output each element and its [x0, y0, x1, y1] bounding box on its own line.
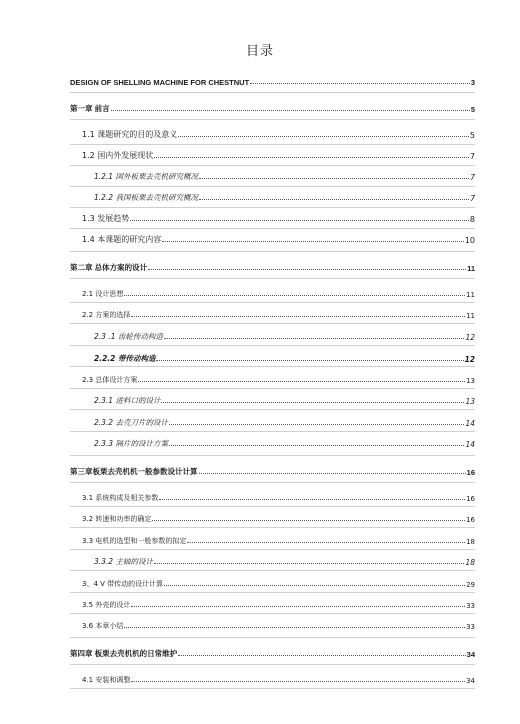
toc-entry-page: 7 [470, 173, 475, 182]
toc-entry-text: 3.3.2 主轴的设计 [94, 557, 153, 566]
toc-entry-page: 12 [465, 333, 475, 342]
divider [70, 409, 475, 410]
toc-leader-dots [130, 219, 469, 221]
divider [70, 455, 475, 456]
toc-leader-dots [169, 423, 464, 425]
toc-leader-dots [178, 654, 466, 656]
toc-entry[interactable] [70, 645, 475, 659]
toc-entry-page: 18 [466, 538, 475, 546]
divider [70, 207, 475, 208]
toc-leader-dots [111, 109, 470, 111]
toc-leader-dots [131, 605, 465, 607]
toc-entry-page: 18 [465, 558, 475, 567]
toc-entry[interactable] [82, 285, 475, 299]
toc-entry-page: 11 [466, 291, 475, 299]
toc-entry-page: 14 [465, 440, 475, 449]
divider [70, 165, 475, 166]
toc-entry[interactable] [82, 596, 475, 610]
divider [70, 144, 475, 145]
divider [70, 664, 475, 665]
toc-entry[interactable] [70, 100, 475, 114]
toc-leader-dots [169, 444, 464, 446]
divider [70, 549, 475, 550]
toc-entry-text: 1.2.1 国外板栗去壳机研究概况 [94, 172, 198, 181]
toc-entry[interactable] [70, 463, 475, 477]
toc-entry-page: 34 [466, 677, 475, 685]
toc-entry[interactable] [82, 617, 475, 631]
toc-entry[interactable] [82, 306, 475, 320]
toc-leader-dots [250, 82, 470, 84]
toc-entry-page: 13 [466, 377, 475, 385]
toc-entry-page: 14 [465, 419, 475, 428]
divider [70, 186, 475, 187]
divider [70, 613, 475, 614]
divider [70, 570, 475, 571]
toc-entry-page: 29 [466, 581, 475, 589]
toc-entry-text: 2.3 .1 齿轮传动构造 [94, 332, 163, 341]
toc-entry-text: 第一章 前言 [70, 104, 110, 113]
toc-entry[interactable] [94, 392, 475, 406]
divider [70, 302, 475, 303]
toc-title: 目录 [245, 44, 274, 59]
toc-entry-text: 3、4 V 带传动的设计计算 [82, 580, 164, 588]
toc-entry-text: 3.1 系统构成及相关参数 [82, 494, 159, 502]
toc-entry-page: 34 [466, 650, 475, 659]
toc-entry-text: 2.1 设计思想 [82, 290, 124, 298]
divider [70, 119, 475, 120]
toc-entry[interactable] [94, 189, 475, 203]
divider [70, 251, 475, 252]
toc-entry-page: 11 [467, 264, 475, 273]
toc-entry-page: 16 [466, 495, 475, 503]
divider [70, 688, 475, 689]
toc-entry[interactable] [94, 414, 475, 428]
toc-entry-text: 2.2 方案的选择 [82, 311, 131, 319]
toc-entry-text: 2.3.2 去壳刀片的设计 [94, 418, 168, 427]
toc-entry-text: 1.4 本课题的研究内容 [82, 235, 162, 244]
toc-leader-dots [159, 498, 465, 500]
toc-entry[interactable] [82, 510, 475, 524]
toc-entry[interactable] [94, 553, 475, 567]
toc-entry-text: 3.5 外壳的设计 [82, 601, 131, 609]
toc-entry-page: 11 [466, 312, 475, 320]
toc-entry-text: 1.1 课题研究的目的及意义 [82, 130, 178, 139]
divider [70, 323, 475, 324]
toc-entry-page: 33 [466, 623, 475, 631]
divider [70, 637, 475, 638]
toc-entry[interactable] [82, 231, 475, 245]
toc-entry-text: 第二章 总体方案的设计 [70, 263, 148, 272]
toc-entry-page: 3 [470, 78, 475, 87]
toc-entry-page: 8 [469, 215, 475, 224]
toc-leader-dots [164, 337, 465, 339]
toc-entry-page: 5 [470, 105, 475, 114]
toc-leader-dots [148, 268, 466, 270]
toc-entry[interactable] [82, 126, 475, 140]
toc-entry-page: 12 [464, 355, 475, 364]
toc-leader-dots [152, 519, 465, 521]
divider [70, 431, 475, 432]
divider [70, 366, 475, 367]
toc-leader-dots [199, 198, 469, 200]
toc-entry[interactable] [94, 328, 475, 342]
divider [70, 92, 475, 93]
toc-entry-text: 1.3 发展趋势 [82, 214, 130, 223]
toc-entry-text: DESIGN OF SHELLING MACHINE FOR CHESTNUT [70, 78, 250, 87]
toc-entry[interactable] [82, 147, 475, 161]
toc-entry-page: 7 [469, 152, 475, 161]
divider [70, 527, 475, 528]
toc-leader-dots [138, 380, 465, 382]
toc-entry[interactable] [82, 532, 475, 546]
toc-entry-text: 第三章板栗去壳机机一般参数设计计算 [70, 467, 198, 476]
toc-entry[interactable] [82, 575, 475, 589]
divider [70, 278, 475, 279]
toc-entry[interactable] [70, 73, 475, 87]
divider [70, 388, 475, 389]
toc-entry-page: 10 [464, 236, 475, 245]
toc-entry[interactable] [82, 371, 475, 385]
toc-entry-text: 第四章 板栗去壳机机的日常维护 [70, 649, 178, 658]
divider [70, 592, 475, 593]
toc-leader-dots [199, 177, 469, 179]
toc-leader-dots [164, 584, 465, 586]
toc-entry-page: 13 [465, 397, 475, 406]
toc-entry-text: 2.3.1 进料口的设计 [94, 396, 161, 405]
toc-entry-text: 2.3 总体设计方案 [82, 376, 138, 384]
toc-leader-dots [199, 472, 466, 474]
toc-entry-text: 1.2.2 我国板栗去壳机研究概况 [94, 193, 198, 202]
toc-entry-text: 1.2 国内外发展现状 [82, 151, 154, 160]
toc-leader-dots [131, 680, 465, 682]
toc-entry-text: 3.2 转速和功率的确定 [82, 515, 152, 523]
toc-entry-page: 16 [466, 516, 475, 524]
toc-entry[interactable] [94, 350, 475, 364]
toc-entry[interactable] [82, 671, 475, 685]
divider [70, 345, 475, 346]
toc-entry-text: 3.3 电机的选型和一般参数的拟定 [82, 537, 187, 545]
toc-entry-text: 4.1 安装和调整 [82, 676, 131, 684]
toc-entry-text: 2.3.3 隔片的设计方案 [94, 439, 168, 448]
divider [70, 482, 475, 483]
toc-entry[interactable] [82, 210, 475, 224]
divider [70, 228, 475, 229]
toc-leader-dots [156, 359, 463, 361]
toc-entry-text: 2.2.2 带传动构造 [94, 354, 156, 363]
toc-leader-dots [131, 315, 465, 317]
toc-leader-dots [154, 562, 464, 564]
toc-entry-page: 7 [470, 194, 475, 203]
toc-leader-dots [154, 156, 469, 158]
toc-leader-dots [124, 626, 465, 628]
toc-leader-dots [124, 294, 465, 296]
toc-entry-text: 3.6 本章小结 [82, 622, 124, 630]
toc-entry[interactable] [82, 489, 475, 503]
toc-leader-dots [178, 135, 469, 137]
toc-entry-page: 5 [469, 131, 475, 140]
toc-leader-dots [187, 541, 465, 543]
toc-entry-page: 16 [466, 468, 475, 477]
toc-entry[interactable] [70, 259, 475, 273]
toc-leader-dots [161, 401, 464, 403]
toc-entry[interactable] [94, 435, 475, 449]
toc-entry-page: 33 [466, 602, 475, 610]
toc-entry[interactable] [94, 168, 475, 182]
divider [70, 506, 475, 507]
toc-leader-dots [162, 240, 464, 242]
